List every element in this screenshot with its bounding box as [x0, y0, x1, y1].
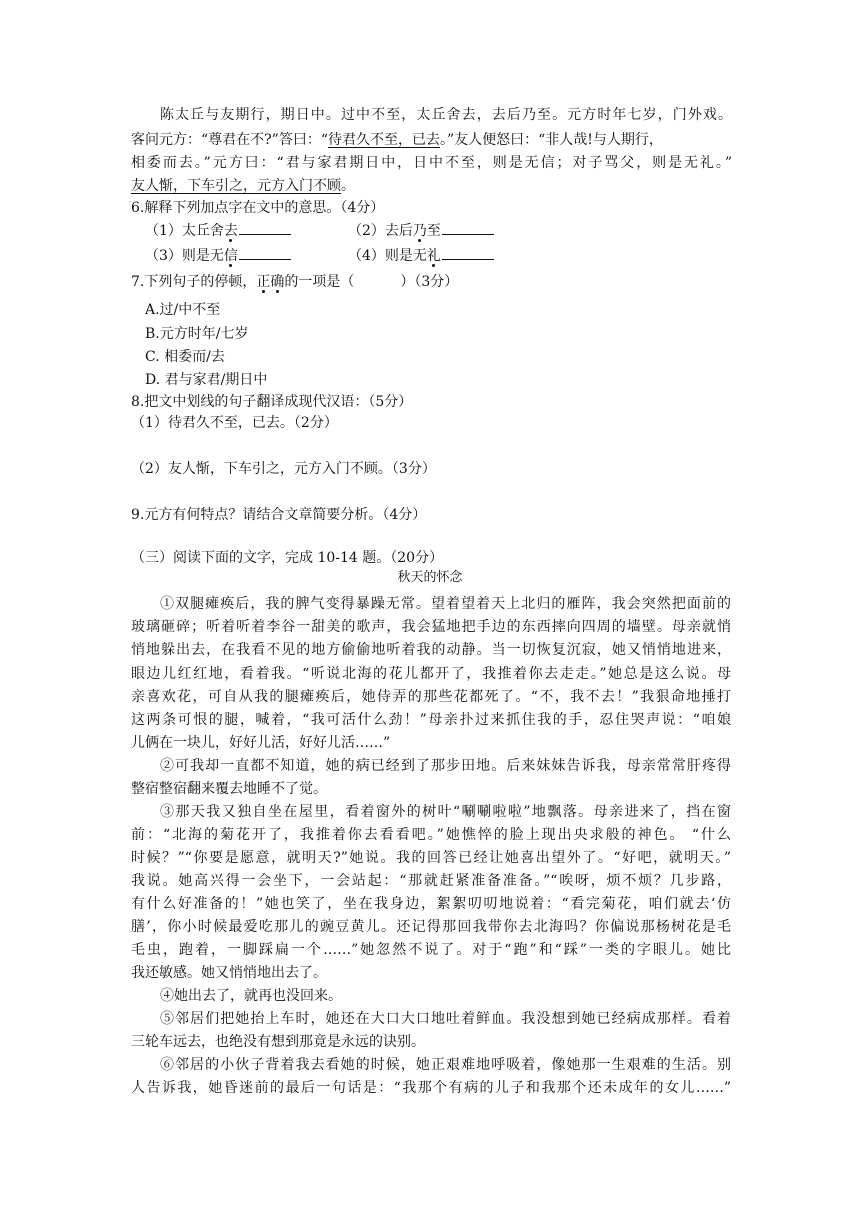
underlined-sentence-1: 待君久不至，已去 [327, 132, 440, 148]
essay-p1-line-3: 悄地躲出去，在我看不见的地方偷偷地听着我的动静。当一切恢复沉寂，她又悄悄地进来， [131, 642, 731, 658]
essay-p1-line-7: 儿俩在一块儿，好好儿活，好好儿活……” [131, 735, 391, 751]
essay-p1-line-6: 这两条可恨的腿，喊着，“我可活什么劲！”母亲扑过来抓住我的手，忍住哭声说：“咱娘 [131, 712, 731, 728]
q7-option-a: A.过/中不至 [145, 302, 221, 318]
q7-option-c: C. 相委而/去 [145, 349, 225, 365]
essay-p3-line-3: 时候？”“你要是愿意，就明天?”她说。我的回答已经让她喜出望外了。“好吧，就明天。” [131, 850, 731, 866]
answer-blank[interactable] [239, 221, 291, 235]
q6-item-1: （1）太丘舍去 [145, 221, 291, 241]
essay-p3-line-7: 毛虫，跑着，一脚踩扁一个……”她忽然不说了。对于“跑”和“踩”一类的字眼儿。她比 [131, 942, 731, 958]
answer-blank[interactable] [442, 246, 494, 260]
q8-stem: 8.把文中划线的句子翻译成现代汉语：（5分） [131, 394, 413, 410]
answer-blank[interactable] [239, 246, 291, 260]
underlined-sentence-2: 友人惭，下车引之，元方入门不顾 [131, 178, 341, 194]
passage-line-1: 陈太丘与友期行，期日中。过中不至，太丘舍去，去后乃至。元方时年七岁，门外戏。 [160, 107, 732, 123]
essay-p6-line-1: ⑥邻居的小伙子背着我去看她的时候，她正艰难地呼吸着，像她那一生艰难的生活。别 [160, 1057, 731, 1073]
section-3-heading: （三）阅读下面的文字，完成 10-14 题。（20分） [131, 550, 444, 566]
dotted-char: 乃 [412, 223, 427, 239]
essay-p2-line-2: 整宿整宿翻来覆去地睡不了觉。 [131, 781, 327, 797]
essay-p3-line-4: 我说。她高兴得一会坐下，一会站起：“那就赶紧准备准备。”“唉呀，烦不烦？几步路， [131, 873, 731, 889]
essay-p3-line-6: 膳’，你小时候最爱吃那儿的豌豆黄儿。还记得那回我带你去北海吗？你偏说那杨树花是毛 [131, 919, 731, 935]
essay-p2-line-1: ②可我却一直都不知道，她的病已经到了那步田地。后来妹妹告诉我，母亲常常肝疼得 [160, 758, 731, 774]
passage-line-4: 友人惭，下车引之，元方入门不顾。 [131, 178, 355, 194]
essay-p3-line-1: ③那天我又独自坐在屋里，看着窗外的树叶“唰唰啦啦”地飘落。母亲进来了，挡在窗 [160, 804, 731, 820]
q9-stem: 9.元方有何特点？请结合文章简要分析。（4分） [131, 507, 427, 523]
dotted-char: 信 [223, 248, 238, 264]
q6-item-3: （3）则是无信 [145, 246, 291, 266]
q7-option-b: B.元方时年/七岁 [145, 326, 249, 342]
dotted-char: 正 [256, 274, 271, 290]
essay-p5-line-1: ⑤邻居们把她抬上车时，她还在大口大口地吐着鲜血。我没想到她已经病成那样。看着 [160, 1011, 731, 1027]
essay-title: 秋天的怀念 [397, 570, 463, 585]
passage-line-3: 相委而去。”元方曰：“君与家君期日中，日中不至，则是无信；对子骂父，则是无礼。” [131, 155, 732, 171]
answer-blank[interactable] [442, 221, 494, 235]
essay-p5-line-2: 三轮车远去，也绝没有想到那竟是永远的诀别。 [131, 1034, 425, 1050]
essay-p6-line-2: 人告诉我，她昏迷前的最后一句话是：“我那个有病的儿子和我那个还未成年的女儿……” [131, 1080, 731, 1096]
essay-p1-line-5: 亲喜欢花，可自从我的腿瘫痪后，她侍弄的那些花都死了。“不，我不去！”我狠命地捶打 [131, 689, 731, 705]
essay-p1-line-1: ①双腿瘫痪后，我的脾气变得暴躁无常。望着望着天上北归的雁阵，我会突然把面前的 [160, 596, 731, 612]
q7-stem: 7.下列句子的停顿，正确的一项是（ ）（3分） [131, 274, 459, 290]
q8-sub-1: （1）待君久不至，已去。（2分） [131, 415, 338, 431]
dotted-char: 去 [223, 223, 238, 239]
q6-item-2: （2）去后乃至 [348, 221, 494, 241]
essay-p4-line-1: ④她出去了，就再也没回来。 [160, 988, 342, 1004]
essay-p3-line-8: 我还敏感。她又悄悄地出去了。 [131, 965, 327, 981]
dotted-char: 礼 [426, 248, 441, 264]
q8-sub-2: （2）友人惭，下车引之，元方入门不顾。（3分） [131, 461, 436, 477]
essay-p3-line-2: 前：“北海的菊花开了，我推着你去看看吧。”她憔悴的脸上现出央求般的神色。 “什么 [131, 827, 731, 843]
passage-line-2: 客问元方：“尊君在不?”答曰：“待君久不至，已去。”友人便怒曰：“非人哉!与人期行， [131, 132, 663, 148]
q6-item-4: （4）则是无礼 [348, 246, 494, 266]
q6-stem: 6.解释下列加点字在文中的意思。（4分） [131, 200, 385, 216]
essay-p3-line-5: 有什么好准备的！”她也笑了，坐在我身边，絮絮叨叨地说着：“看完菊花，咱们就去‘仿 [131, 896, 731, 912]
essay-p1-line-2: 玻璃砸碎；听着听着李谷一甜美的歌声，我会猛地把手边的东西摔向四周的墙壁。母亲就悄 [131, 619, 731, 635]
essay-p1-line-4: 眼边儿红红地，看着我。“听说北海的花儿都开了，我推着你去走走。”她总是这么说。母 [131, 666, 731, 682]
dotted-char: 确 [270, 274, 285, 290]
q7-option-d: D. 君与家君/期日中 [145, 372, 268, 388]
